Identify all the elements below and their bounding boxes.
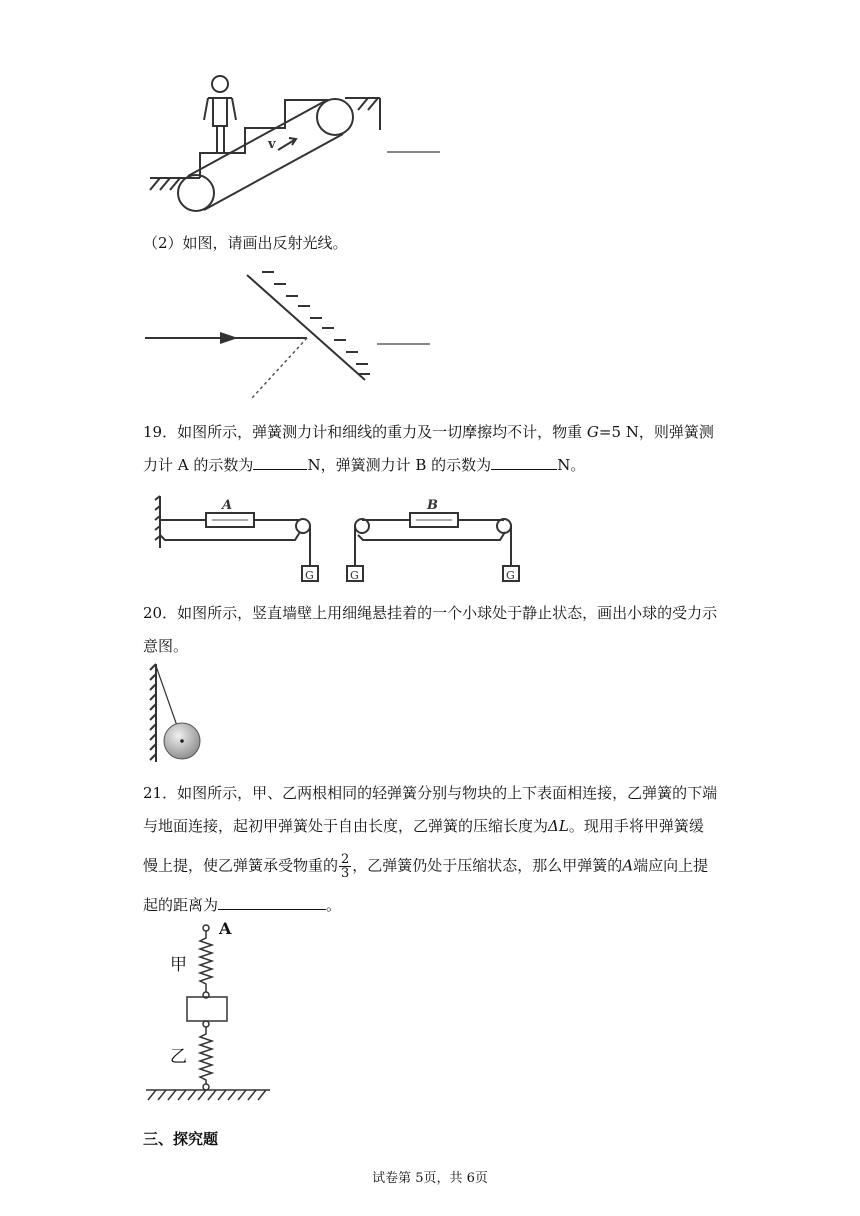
fraction-two-thirds: $\frac{2}{3}$: [341, 852, 350, 881]
q20-line1: 20．如图所示，竖直墙壁上用细绳悬挂着的一个小球处于静止状态，画出小球的受力示: [143, 604, 718, 622]
weight-label: G: [305, 569, 314, 582]
q19-line2: 力计 A 的示数为 N，弹簧测力计 B 的示数为 N。: [143, 456, 586, 474]
spring-label-a: A: [222, 498, 233, 513]
q21-line3: 慢上提，使乙弹簧承受物重的 $\frac{2}{3}$ ，乙弹簧仍处于压缩状态，那么甲弹簧的A端应向上提: [143, 852, 709, 881]
spring-jia-label: 甲: [170, 955, 187, 975]
q20-line2: 意图。: [143, 637, 189, 655]
q21-line2: 与地面连接，起初甲弹簧处于自由长度，乙弹簧的压缩长度为ΔL。现用手将甲弹簧缓: [143, 817, 704, 835]
spring-end-a-label: A: [219, 919, 232, 938]
q18-2-label: （2）如图，请画出反射光线。: [143, 234, 348, 252]
q19-line1: 19．如图所示，弹簧测力计和细线的重力及一切摩擦均不计，物重 G=5 N，则弹簧测: [143, 423, 714, 441]
spring-yi-label: 乙: [170, 1047, 187, 1067]
weight-label: G: [506, 569, 515, 582]
spring-label-b: B: [427, 498, 438, 513]
page-footer: 试卷第 5页，共 6页: [372, 1171, 488, 1186]
section-title: 三、探究题: [143, 1130, 219, 1148]
svg-text:v: v: [268, 137, 276, 152]
weight-label: G: [350, 569, 359, 582]
q21-line4: 起的距离为 。: [143, 896, 342, 914]
q21-line1: 21．如图所示，甲、乙两根相同的轻弹簧分别与物块的上下表面相连接，乙弹簧的下端: [143, 784, 718, 802]
